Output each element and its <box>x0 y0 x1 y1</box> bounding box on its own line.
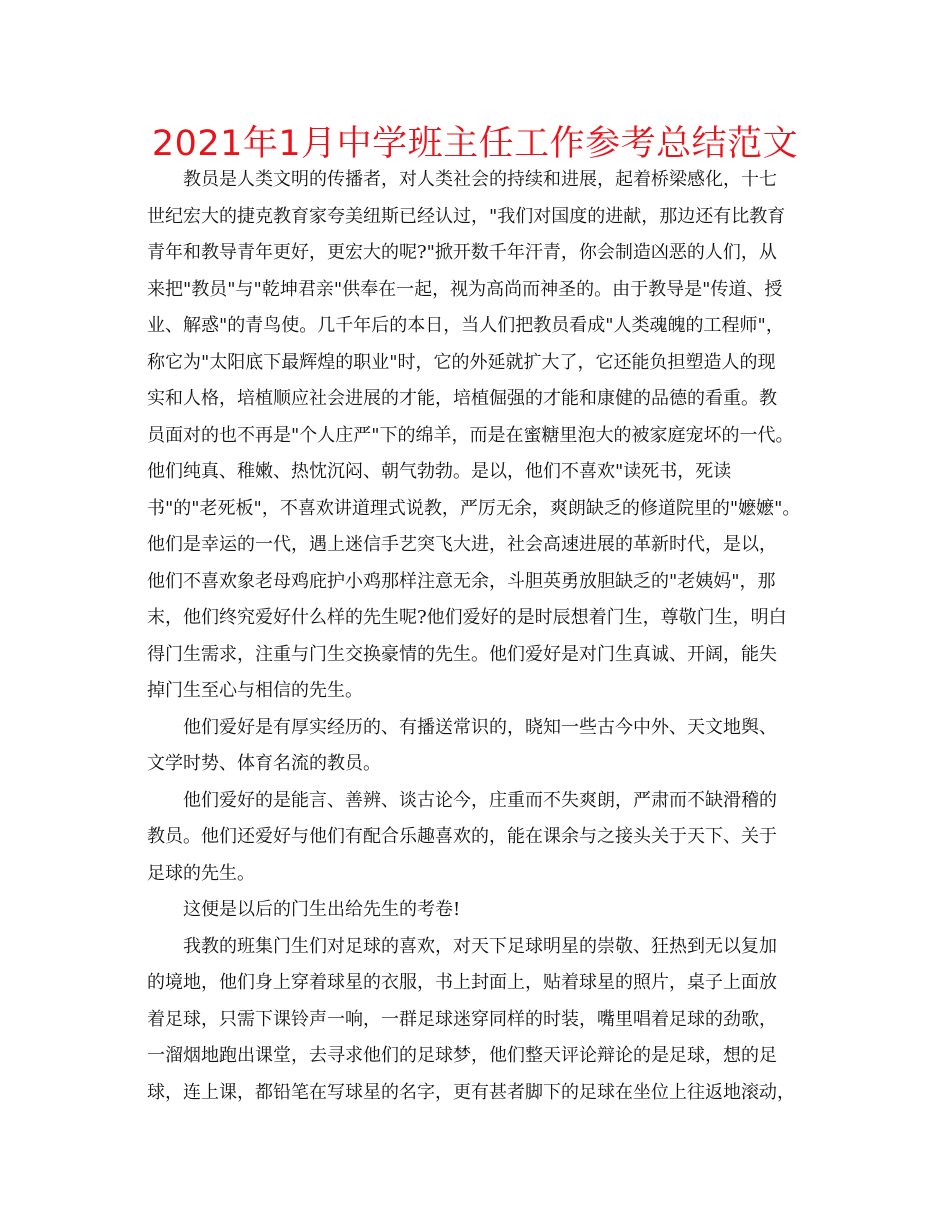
document-body <box>147 162 827 1111</box>
text-line: 他们是幸运的一代，遇上迷信手艺突飞大进，社会高速进展的革新时代，是以， <box>147 534 777 555</box>
text-line: 青年和教导青年更好，更宏大的呢?"掀开数千年汗青，你会制造凶恶的人们，从 <box>147 242 777 263</box>
paragraph <box>147 162 827 710</box>
paragraph <box>147 710 827 783</box>
text-line: 教员。他们还爱好与他们有配合乐趣喜欢的，能在课余与之接头关于天下、关于 <box>147 826 777 847</box>
text-line: 这便是以后的门生出给先生的考卷! <box>183 899 461 920</box>
text-line: 实和人格，培植顺应社会进展的才能，培植倔强的才能和康健的品德的看重。教 <box>147 388 777 409</box>
text-line: 着足球，只需下课铃声一响，一群足球迷穿同样的时装，嘴里唱着足球的劲歌， <box>147 1008 777 1030</box>
document-title: 2021年1月中学班主任工作参考总结范文 <box>151 124 799 164</box>
text-line: 教员是人类文明的传播者，对人类社会的持续和进展，起着桥梁感化，十七 <box>183 169 777 190</box>
paragraph <box>147 783 827 893</box>
text-line: 称它为"太阳底下最辉煌的职业"时，它的外延就扩大了，它还能负担塑造人的现 <box>147 351 776 373</box>
text-line: 他们纯真、稚嫩、热忱沉闷、朝气勃勃。是以，他们不喜欢"读死书，死读 <box>147 461 732 482</box>
paragraph <box>147 929 827 1112</box>
text-line: 一溜烟地跑出课堂，去寻求他们的足球梦，他们整天评论辩论的是足球，想的足 <box>147 1045 777 1066</box>
text-line: 足球的先生。 <box>147 862 255 884</box>
text-line: 业、解惑"的青鸟使。几千年后的本日，当人们把教员看成"人类魂魄的工程师"， <box>147 315 784 336</box>
text-line: 世纪宏大的捷克教育家夸美纽斯已经认过，"我们对国度的进献，那边还有比教育 <box>147 205 786 227</box>
text-line: 他们爱好是有厚实经历的、有播送常识的，晓知一些古今中外、天文地舆、 <box>183 716 777 738</box>
text-line: 来把"教员"与"乾坤君亲"供奉在一起，视为高尚而神圣的。由于教导是"传道、授 <box>147 278 783 300</box>
text-line: 他们不喜欢象老母鸡庇护小鸡那样注意无余，斗胆英勇放胆缺乏的"老姨妈"，那 <box>147 570 776 592</box>
text-line: 文学时势、体育名流的教员。 <box>147 753 381 774</box>
text-line: 得门生需求，注重与门生交换豪情的先生。他们爱好是对门生真诚、开阔，能失 <box>147 643 777 665</box>
paragraph <box>147 892 827 929</box>
text-line: 员面对的也不再是"个人庄严"下的绵羊，而是在蜜糖里泡大的被家庭宠坏的一代。 <box>147 424 794 446</box>
text-line: 的境地，他们身上穿着球星的衣服，书上封面上，贴着球星的照片，桌子上面放 <box>147 972 777 993</box>
text-line: 球，连上课，都铅笔在写球星的名字，更有甚者脚下的足球在坐位上往返地滚动， <box>147 1081 795 1103</box>
text-line: 末，他们终究爱好什么样的先生呢?他们爱好的是时辰想着门生，尊敬门生，明白 <box>147 607 787 628</box>
text-line: 我教的班集门生们对足球的喜欢，对天下足球明星的崇敬、狂热到无以复加 <box>183 935 777 957</box>
text-line: 掉门生至心与相信的先生。 <box>147 680 363 701</box>
text-line: 书"的"老死板"，不喜欢讲道理式说教，严厉无余，爽朗缺乏的修道院里的"嬷嬷"。 <box>147 497 801 519</box>
text-line: 他们爱好的是能言、善辨、谈古论今，庄重而不失爽朗，严肃而不缺滑稽的 <box>183 789 777 811</box>
